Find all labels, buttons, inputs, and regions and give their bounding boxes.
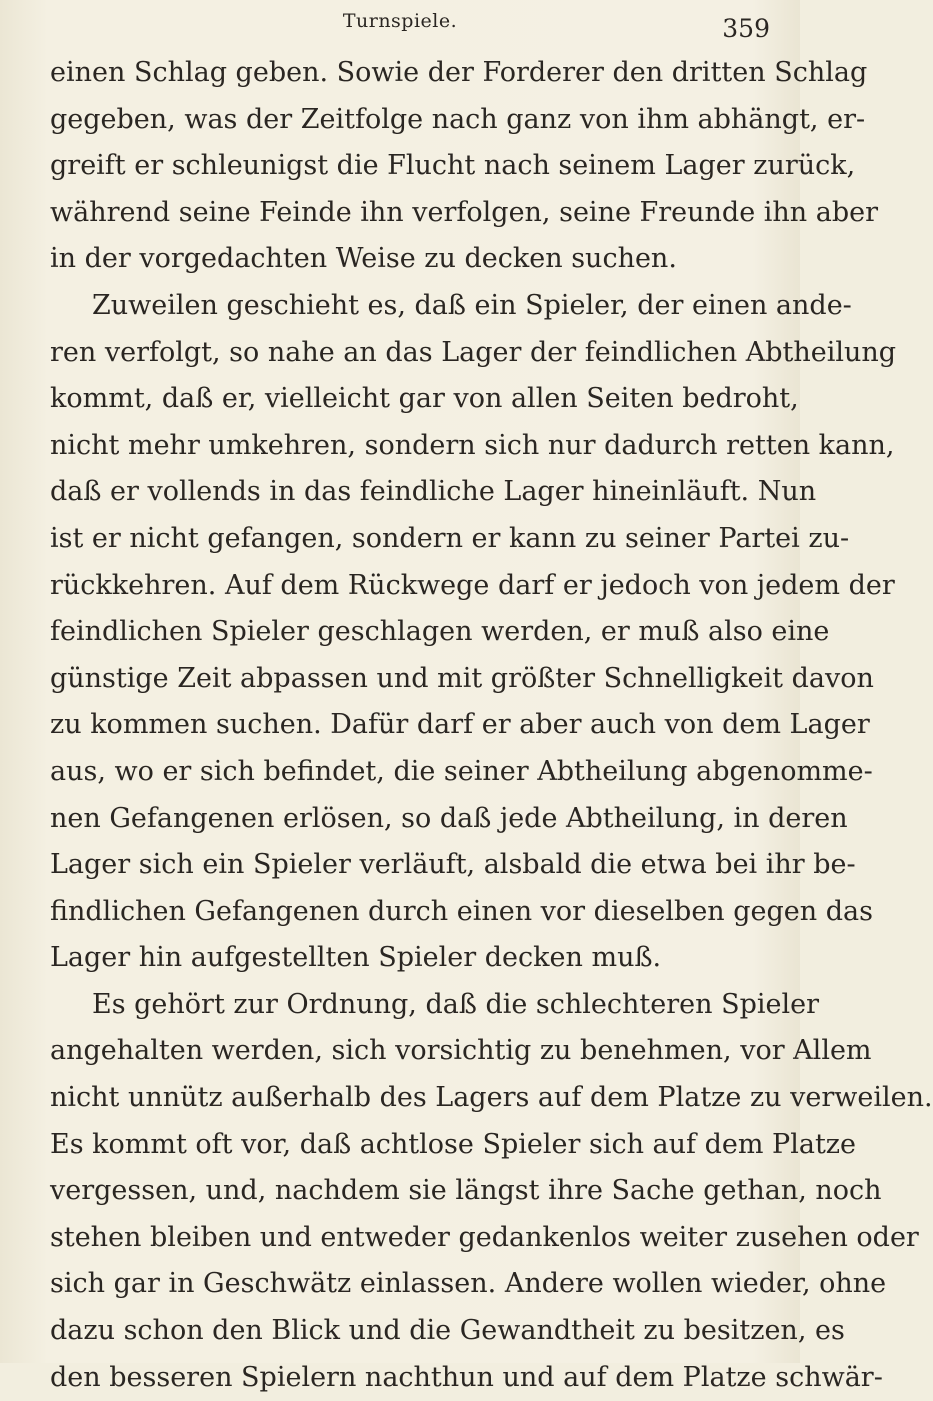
running-head [0,8,800,43]
text-line: Es gehört zur Ordnung, daß die schlechteren Spieler [92,988,820,1020]
text-line: feindlichen Spieler geschlagen werden, er muß also eine [50,616,830,648]
text-line: nicht unnütz außerhalb des Lagers auf dem Platze zu verweilen. [50,1082,933,1114]
text-line: den besseren Spielern nachthun und auf dem Platze schwär- [50,1361,883,1393]
text-line: Lager hin aufgestellten Spieler decken muß. [50,942,662,974]
text-line: Lager sich ein Spieler verläuft, alsbald die etwa bei ihr be- [50,849,856,881]
text-line: greift er schleunigst die Flucht nach seinem Lager zurück, [50,150,856,182]
text-line: nen Gefangenen erlösen, so daß jede Abtheilung, in deren [50,802,848,834]
text-line: ren verfolgt, so nahe an das Lager der feindlichen Abtheilung [50,336,897,368]
text-line: dazu schon den Blick und die Gewandtheit zu besitzen, es [50,1315,845,1347]
text-line: einen Schlag geben. Sowie der Forderer den dritten Schlag [50,57,868,88]
text-line: rückkehren. Auf dem Rückwege darf er jedoch von jedem der [50,569,895,601]
text-line: Zuweilen geschieht es, daß ein Spieler, der einen ande- [92,289,852,321]
text-line: findlichen Gefangenen durch einen vor dieselben gegen das [50,895,873,927]
text-line: gegeben, was der Zeitfolge nach ganz von ihm abhängt, er- [50,103,866,135]
text-line: stehen bleiben und entweder gedankenlos weiter zusehen oder [50,1221,919,1253]
text-line: sich gar in Geschwätz einlassen. Andere wollen wieder, ohne [50,1268,887,1300]
text-line: günstige Zeit abpassen und mit größter Schnelligkeit davon [50,662,874,694]
text-line: aus, wo er sich befindet, die seiner Abtheilung abgenomme- [50,755,873,787]
page-number: 359 [722,14,770,43]
text-line: daß er vollends in das feindliche Lager hineinläuft. Nun [50,476,817,508]
text-line: angehalten werden, sich vorsichtig zu benehmen, vor Allem [50,1035,872,1067]
running-title: Turnspiele. [342,10,458,32]
text-line: Es kommt oft vor, daß achtlose Spieler sich auf dem Platze [50,1128,857,1160]
text-line: während seine Feinde ihn verfolgen, seine Freunde ihn aber [50,196,879,228]
text-line: in der vorgedachten Weise zu decken suchen. [50,243,677,275]
text-line: nicht mehr umkehren, sondern sich nur dadurch retten kann, [50,429,895,461]
text-line: ist er nicht gefangen, sondern er kann zu seiner Partei zu- [50,522,850,554]
text-line: zu kommen suchen. Dafür darf er aber auch von dem Lager [50,709,870,741]
text-line: kommt, daß er, vielleicht gar von allen Seiten bedroht, [50,383,799,415]
text-line: vergessen, und, nachdem sie längst ihre Sache gethan, noch [50,1175,882,1207]
body-text [50,50,933,1401]
